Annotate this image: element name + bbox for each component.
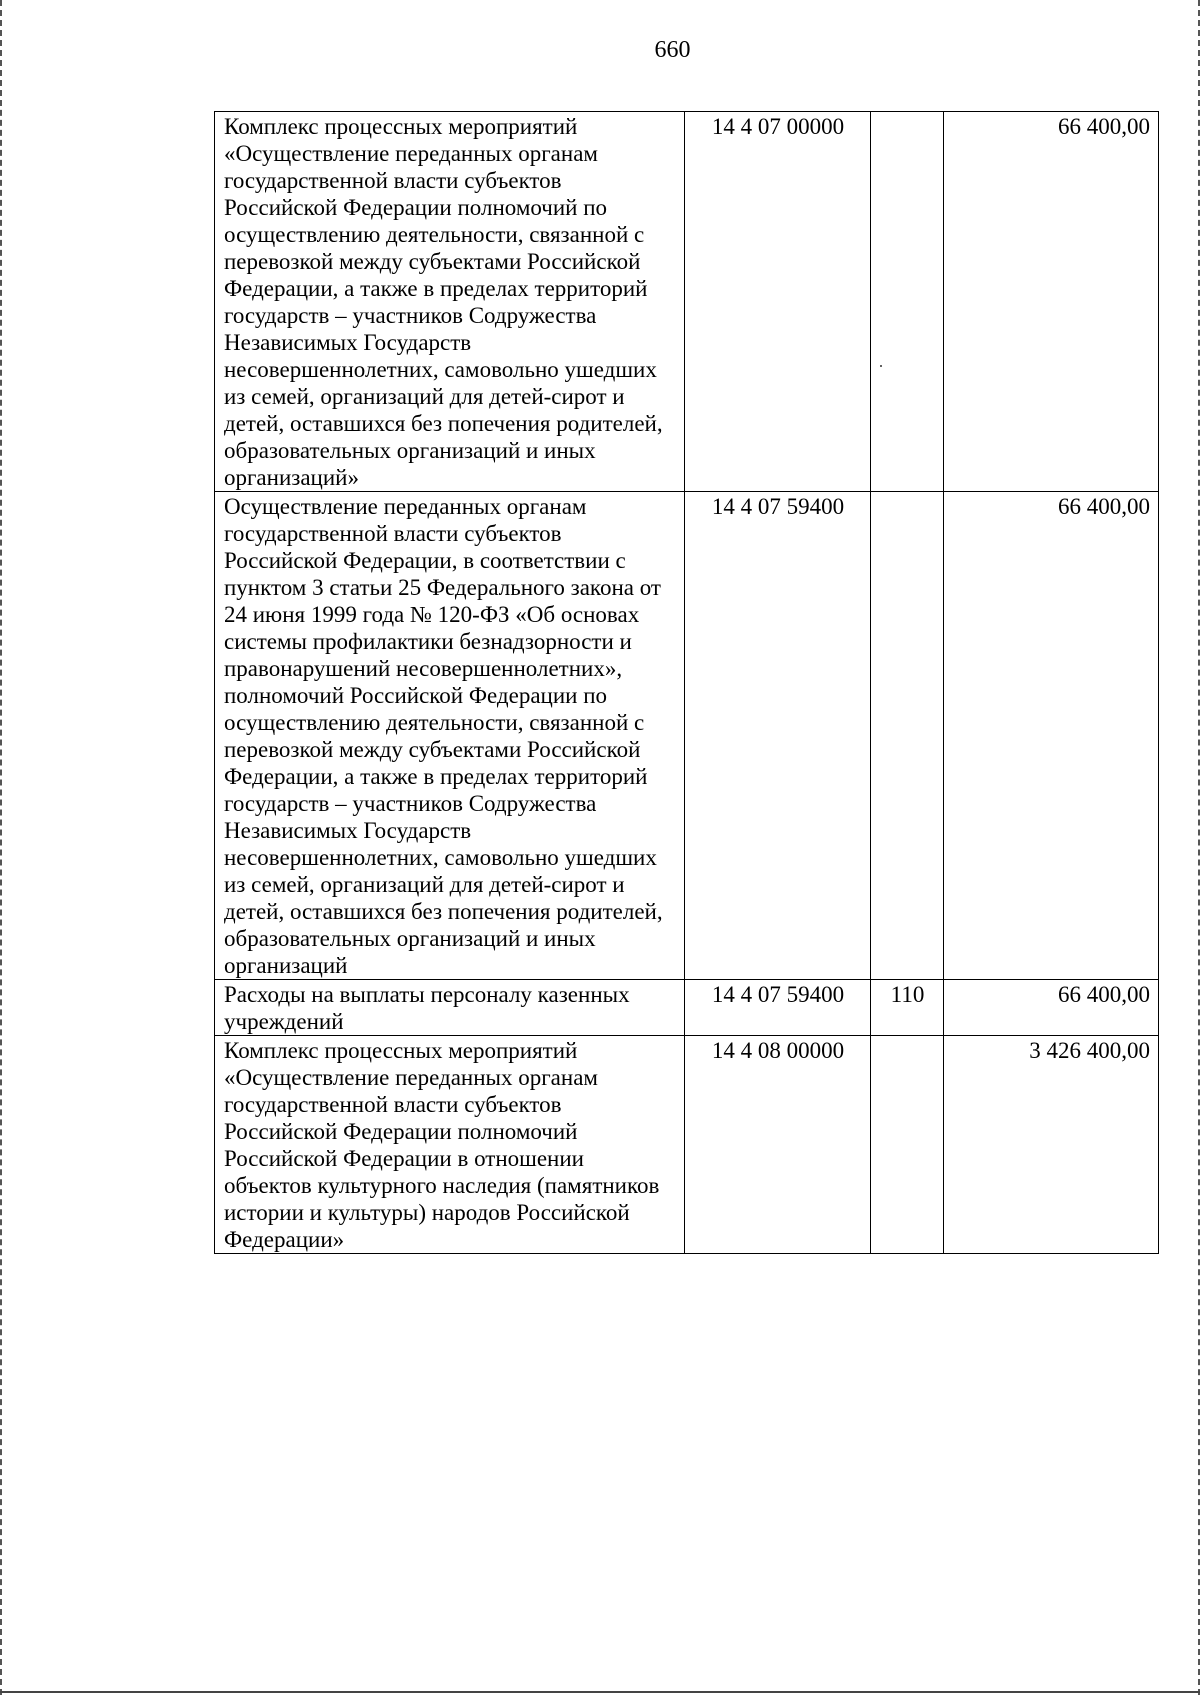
row-sum-cell: 66 400,00 [944,492,1159,980]
budget-table [214,111,1159,1254]
table-row [215,492,1159,980]
row-code-cell: 14 4 07 59400 [685,492,871,980]
page-number: 660 [654,37,691,63]
row-name-cell: Осуществление переданных органам государственной власти субъектов Российской Федерации, в соответствии с пунктом 3 статьи 25 Федерального закона от 24 июня 1999 года № 120-ФЗ «Об основах системы профилактики безнадзорности и правонарушений несовершеннолетних», полномочий Российской Федерации по осуществлению деятельности, связанной с перевозкой между субъектами Российской Федерации, а также в пределах территорий государств – участников Содружества Независимых Государств несовершеннолетних, самовольно ушедших из семей, организаций для детей-сирот и детей, оставшихся без попечения родителей, образовательных организаций и иных организаций [215,492,685,980]
row-sum-cell: 66 400,00 [944,112,1159,492]
row-name-cell: Расходы на выплаты персоналу казенных учреждений [215,980,685,1036]
table-row [215,1036,1159,1254]
row-code-cell: 14 4 07 59400 [685,980,871,1036]
scan-edge-bottom [0,1691,1200,1693]
row-type-cell [871,1036,944,1254]
scan-edge-left [0,0,2,1695]
table-row [215,112,1159,492]
row-code-cell: 14 4 07 00000 [685,112,871,492]
row-sum-cell: 3 426 400,00 [944,1036,1159,1254]
row-code-cell: 14 4 08 00000 [685,1036,871,1254]
row-name-cell: Комплекс процессных мероприятий «Осуществление переданных органам государственной власти субъектов Российской Федерации полномочий Российской Федерации в отношении объектов культурного наследия (памятников истории и культуры) народов Российской Федерации» [215,1036,685,1254]
scan-speck [880,365,882,367]
row-type-cell [871,112,944,492]
row-sum-cell: 66 400,00 [944,980,1159,1036]
table-row [215,980,1159,1036]
row-type-cell: 110 [871,980,944,1036]
row-type-cell [871,492,944,980]
row-name-cell: Комплекс процессных мероприятий «Осуществление переданных органам государственной власти субъектов Российской Федерации полномочий по осуществлению деятельности, связанной с перевозкой между субъектами Российской Федерации, а также в пределах территорий государств – участников Содружества Независимых Государств несовершеннолетних, самовольно ушедших из семей, организаций для детей-сирот и детей, оставшихся без попечения родителей, образовательных организаций и иных организаций» [215,112,685,492]
